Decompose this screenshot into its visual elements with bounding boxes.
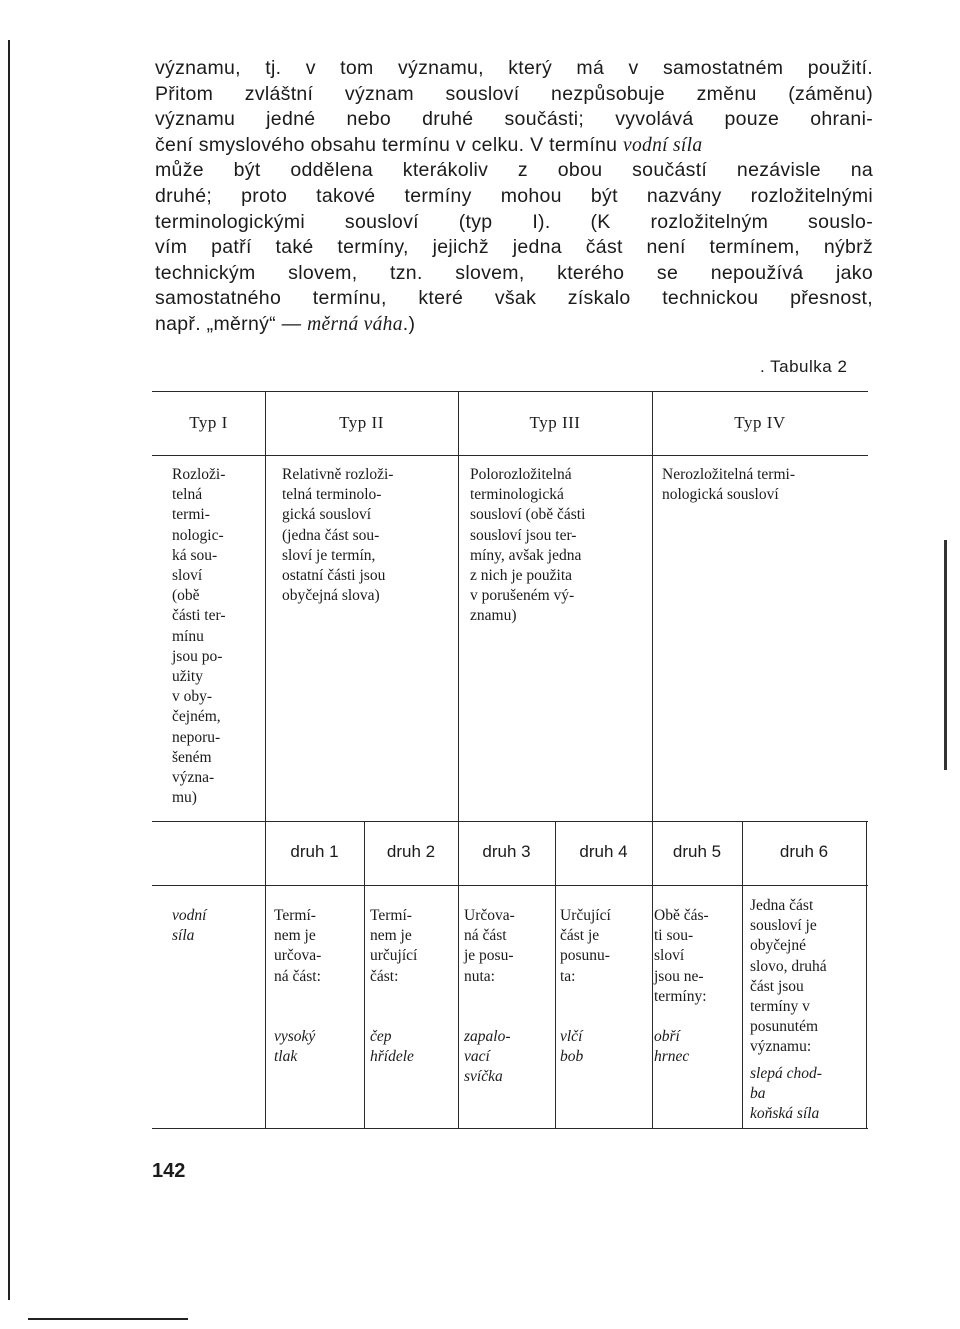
example-druh-1: vysoký tlak xyxy=(274,1027,316,1066)
term-vodni-sila: vodní síla xyxy=(623,134,703,156)
prose-line: např. „měrný“ — měrná váha.) xyxy=(155,312,416,335)
cell-druh-5: Obě čás- ti sou- sloví jsou ne- termíny: obří hrnec xyxy=(654,906,709,1067)
cell-druh-3: Určova- ná část je posu- nuta: zapalo- vací svíčka xyxy=(464,906,515,1087)
label-druh-4: druh 4 xyxy=(579,842,628,861)
cell-druh-2: Termí- nem je určující část: čep hřídele xyxy=(370,906,417,1067)
cell-typ-1: Rozloži- telná termi- nologic- ká sou- sloví (obě části ter- mínu jsou po- užity v oby- čejném, neporu- šeném význa- mu) xyxy=(172,466,226,807)
scan-edge-left xyxy=(8,40,10,1300)
header-typ-4: Typ IV xyxy=(734,413,786,432)
header-typ-1: Typ I xyxy=(189,413,228,432)
cell-druh-1: Termí- nem je určova- ná část: vysoký tlak xyxy=(274,906,321,1067)
table-caption: . Tabulka 2 xyxy=(760,357,848,376)
prose-line: vím patří také termíny, jejichž jedna část není termínem, nýbrž xyxy=(155,236,873,259)
label-druh-5: druh 5 xyxy=(672,842,722,861)
term-merna-vaha: měrná váha xyxy=(307,313,403,335)
cell-example: vodní síla xyxy=(172,907,207,945)
cell-typ-3: Polorozložitelná terminologická sousloví (obě části sousloví jsou ter- míny, avšak jedna z nich je použita v porušeném vý- znamu) xyxy=(470,466,586,625)
label-druh-2: druh 2 xyxy=(386,842,436,861)
prose-line: Přitom zvláštní význam sousloví nezpůsobuje změnu (záměnu) xyxy=(155,82,873,105)
prose-line: významu, tj. v tom významu, který má v samostatném použití. xyxy=(155,57,873,79)
header-typ-3: Typ III xyxy=(529,413,581,432)
cell-druh-6: Jedna část sousloví je obyčejné slovo, druhá část jsou termíny v posunutém významu: slepá chod- ba koňská síla xyxy=(750,896,827,1124)
example-druh-6: slepá chod- ba koňská síla xyxy=(750,1064,822,1123)
example-druh-2: čep hřídele xyxy=(370,1027,414,1066)
cell-typ-2: Relativně rozloži- telná terminolo- gická sousloví (jedna část sou- sloví je termín, ostatní části jsou obyčejná slova) xyxy=(282,466,394,605)
prose-line: může být oddělena kterákoliv z obou součástí nezávisle na xyxy=(155,159,873,182)
scan-edge-bottom xyxy=(28,1318,188,1320)
prose-line: čení smyslového obsahu termínu v celku. V termínu vodní síla xyxy=(155,133,703,156)
page-number: 142 xyxy=(152,1160,186,1182)
label-druh-6: druh 6 xyxy=(779,842,829,861)
body-paragraph xyxy=(155,56,873,338)
prose-line: samostatného termínu, které však získalo technickou přesnost, xyxy=(155,287,873,310)
scan-edge-right xyxy=(944,540,947,770)
example-druh-3: zapalo- vací svíčka xyxy=(464,1027,511,1086)
prose-line: terminologickými sousloví (typ I). (K rozložitelným souslo- xyxy=(155,210,873,233)
prose-line: technickým slovem, tzn. slovem, kterého se nepoužívá jako xyxy=(155,261,873,284)
cell-typ-4: Nerozložitelná termi- nologická sousloví xyxy=(662,466,795,504)
prose-line: druhé; proto takové termíny mohou být nazvány rozložitelnými xyxy=(155,184,873,207)
label-druh-1: druh 1 xyxy=(290,842,339,861)
example-druh-5: obří hrnec xyxy=(654,1028,690,1066)
example-druh-4: vlčí bob xyxy=(560,1027,584,1066)
label-druh-3: druh 3 xyxy=(482,842,531,861)
header-typ-2: Typ II xyxy=(339,413,384,432)
prose-line: významu jedné nebo druhé součásti; vyvolává pouze ohrani- xyxy=(155,108,873,131)
cell-druh-4: Určující část je posunu- ta: vlčí bob xyxy=(560,906,611,1067)
